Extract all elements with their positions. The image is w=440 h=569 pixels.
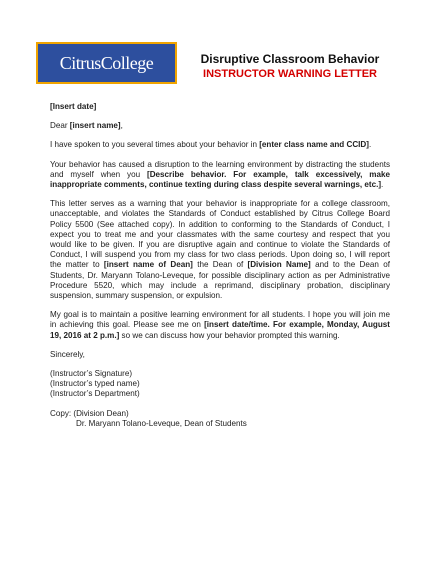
p3-text-c: the Dean of	[192, 260, 248, 270]
p2-text-c: .	[381, 180, 384, 190]
copy-line-2: Dr. Maryann Tolano-Leveque, Dean of Students	[76, 418, 247, 428]
p4-text-a: My goal is to maintain a positive learning environment for all students. I hope you will join me in achieving this goal. Please see me on	[50, 310, 390, 330]
greeting	[50, 121, 390, 131]
typed-name-line: (Instructor’s typed name)	[50, 379, 140, 389]
signature-block	[50, 369, 390, 400]
paragraph-3	[50, 199, 390, 301]
copy-block	[50, 409, 390, 429]
letter-subtitle: INSTRUCTOR WARNING LETTER	[203, 68, 377, 80]
greeting-suffix: ,	[120, 121, 123, 131]
p4-text-c: so we can discuss how your behavior prompted this warning.	[119, 330, 340, 340]
signature-line: (Instructor’s Signature)	[50, 369, 133, 379]
letter-title: Disruptive Classroom Behavior	[200, 52, 380, 66]
p1-text-a: I have spoken to you several times about your behavior in	[50, 140, 260, 150]
p4-datetime-placeholder: [insert date/time. For example, Monday, August 19, 2016 at 2 p.m.]	[50, 320, 390, 340]
p3-text-a: This letter serves as a warning that your behavior is inappropriate for a college classroom, unacceptable, and violates the Standards of Conduct established by Citrus College Board Policy 5500 (See attached copy). In addition to conforming to the Standards of Conduct, I expect you to treat me and your classmates with the same courtesy and respect that you would like to be given. If you are disruptive again and continue to violate the Standards of Conduct, I will suspend you from my class for two class periods. Upon doing so, I will report the matter to	[50, 199, 390, 270]
p3-division-placeholder: [Division Name]	[247, 260, 311, 270]
logo-word-1: Citrus	[59, 52, 101, 73]
department-line: (Instructor’s Department)	[50, 389, 140, 399]
p3-dean-placeholder: [insert name of Dean]	[103, 260, 193, 270]
letter-body	[50, 102, 390, 438]
paragraph-2	[50, 160, 390, 191]
paragraph-1	[50, 140, 390, 150]
date-line: [Insert date]	[50, 102, 97, 111]
p3-text-e: and to the Dean of Students, Dr. Maryann Tolano-Leveque, for possible disciplinary action as per Administrative Procedure 5520, which may include a reprimand, disciplinary probation, disciplinary suspension, summary suspension, or expulsion.	[50, 260, 390, 301]
greeting-name: [insert name]	[69, 121, 121, 131]
p1-class-placeholder: [enter class name and CCID]	[259, 140, 369, 150]
p1-text-c: .	[368, 140, 372, 150]
paragraph-4	[50, 310, 390, 341]
p2-behavior-placeholder: [Describe behavior. For example, talk excessively, make inappropriate comments, continue texting during class despite several warnings, etc.]	[50, 169, 390, 190]
copy-line-1: Copy: (Division Dean)	[50, 408, 129, 418]
greeting-prefix: Dear	[50, 121, 70, 131]
p2-text-a: Your behavior has caused a disruption to the learning environment by distracting the students and myself when you	[50, 159, 390, 179]
citrus-college-logo	[36, 42, 177, 84]
letter-header	[190, 52, 390, 81]
logo-word-2: College	[100, 52, 154, 73]
closing: Sincerely,	[50, 349, 85, 359]
